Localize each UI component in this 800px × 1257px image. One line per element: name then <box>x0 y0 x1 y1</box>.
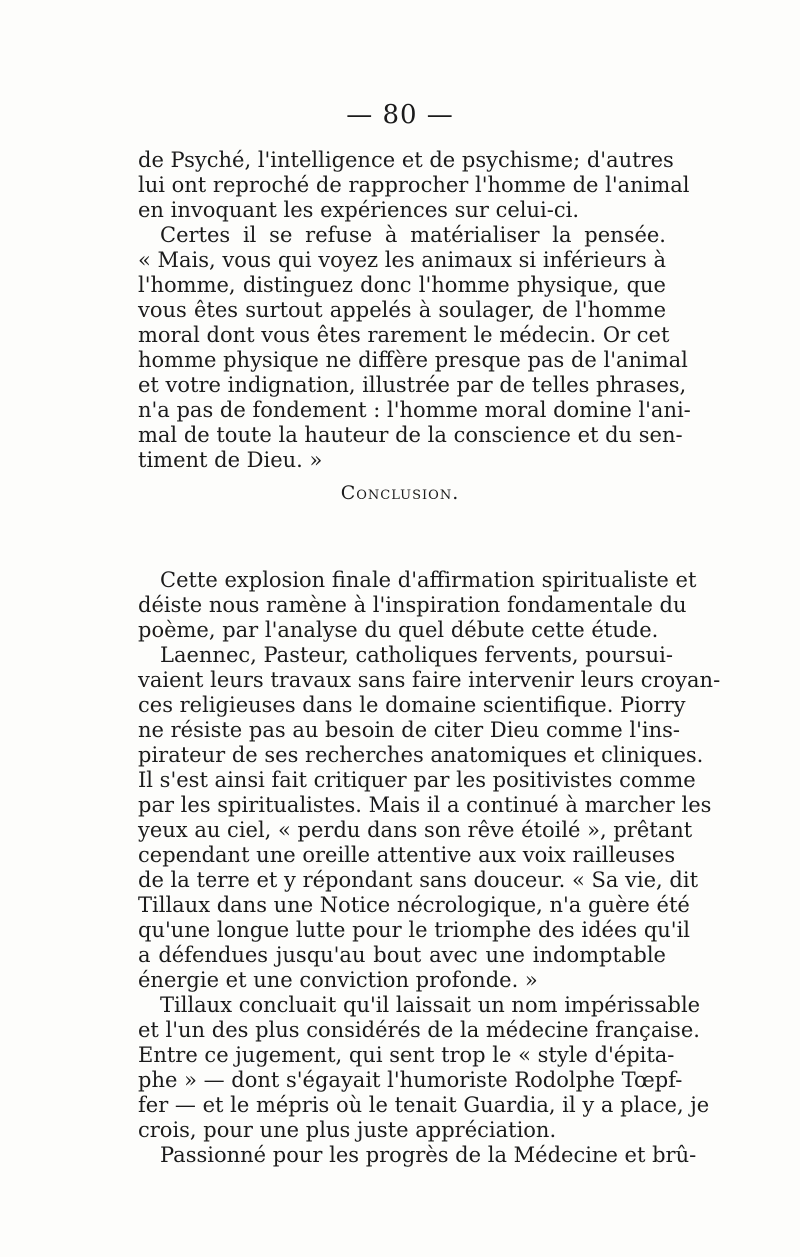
text-line: l'homme, distinguez donc l'homme physique, que <box>138 273 666 297</box>
text-line: fer — et le mépris où le tenait Guardia, il y a place, je <box>138 1093 710 1117</box>
section-heading: Conclusion. <box>340 482 460 504</box>
text-line: cependant une oreille attentive aux voix railleuses <box>138 843 676 867</box>
text-line: vous êtes surtout appelés à soulager, de l'homme <box>138 298 666 322</box>
text-line: Passionné pour les progrès de la Médecine et brû- <box>160 1143 697 1167</box>
text-line: Il s'est ainsi fait critiquer par les positivistes comme <box>138 768 696 792</box>
text-line: mal de toute la hauteur de la conscience et du sen- <box>138 423 683 447</box>
text-line: lui ont reproché de rapprocher l'homme de l'animal <box>138 173 690 197</box>
text-line: qu'une longue lutte pour le triomphe des idées qu'il <box>138 918 690 942</box>
text-line: et l'un des plus considérés de la médecine française. <box>138 1018 700 1042</box>
text-line: Entre ce jugement, qui sent trop le « style d'épita- <box>138 1043 675 1067</box>
text-line: par les spiritualistes. Mais il a continué à marcher les <box>138 793 712 817</box>
text-line: Laennec, Pasteur, catholiques fervents, poursui- <box>160 643 673 667</box>
paragraph-block-bottom <box>138 568 721 1168</box>
paragraph-block-top <box>138 148 691 473</box>
text-line: crois, pour une plus juste appréciation. <box>138 1118 557 1142</box>
text-line: et votre indignation, illustrée par de telles phrases, <box>138 373 687 397</box>
text-line: de la terre et y répondant sans douceur. « Sa vie, dit <box>138 868 699 892</box>
text-line: de Psyché, l'intelligence et de psychisme; d'autres <box>138 148 674 172</box>
text-line: déiste nous ramène à l'inspiration fondamentale du <box>138 593 687 617</box>
text-line: énergie et une conviction profonde. » <box>138 968 538 992</box>
text-line: en invoquant les expériences sur celui-ci. <box>138 198 579 222</box>
text-line: vaient leurs travaux sans faire intervenir leurs croyan- <box>138 668 721 692</box>
text-line: a défendues jusqu'au bout avec une indomptable <box>138 943 666 967</box>
text-line: n'a pas de fondement : l'homme moral domine l'ani- <box>138 398 691 422</box>
text-line: phe » — dont s'égayait l'humoriste Rodolphe Tœpf- <box>138 1068 683 1092</box>
text-line: « Mais, vous qui voyez les animaux si inférieurs à <box>138 248 666 272</box>
text-line: moral dont vous êtes rarement le médecin. Or cet <box>138 323 670 347</box>
text-line: ces religieuses dans le domaine scientifique. Piorry <box>138 693 686 717</box>
text-line: Tillaux dans une Notice nécrologique, n'a guère été <box>138 893 690 917</box>
text-line: timent de Dieu. » <box>138 448 323 472</box>
text-line: homme physique ne diffère presque pas de l'animal <box>138 348 688 372</box>
text-line: ne résiste pas au besoin de citer Dieu comme l'ins- <box>138 718 680 742</box>
text-line: Tillaux concluait qu'il laissait un nom impérissable <box>160 993 701 1017</box>
page-number: — 80 — <box>346 100 454 130</box>
text-line: poème, par l'analyse du quel débute cette étude. <box>138 618 659 642</box>
text-line: Certes il se refuse à matérialiser la pensée. <box>160 223 666 247</box>
text-line: yeux au ciel, « perdu dans son rêve étoilé », prêtant <box>138 818 693 842</box>
text-line: Cette explosion finale d'affirmation spiritualiste et <box>160 568 697 592</box>
text-line: pirateur de ses recherches anatomiques et cliniques. <box>138 743 704 767</box>
